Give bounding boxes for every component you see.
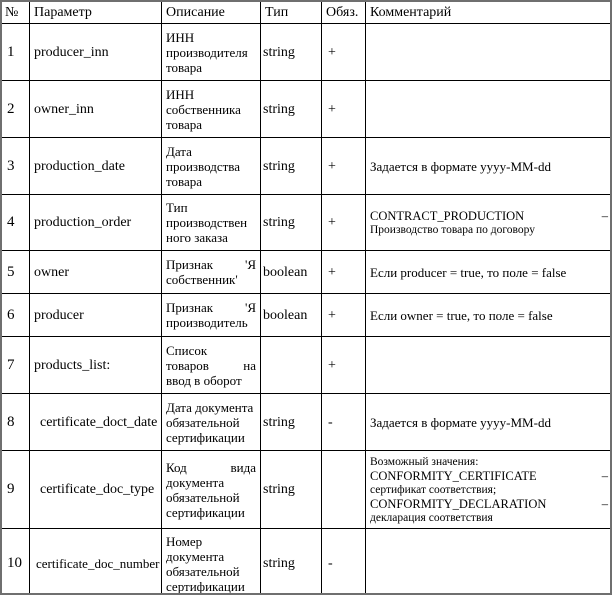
desc-line: производитель (166, 315, 248, 330)
row-num: 10 (1, 529, 30, 596)
row-required: + (322, 294, 366, 337)
table-row (1, 251, 613, 294)
row-desc (162, 195, 261, 251)
row-param: production_date (30, 138, 162, 195)
desc-line: обязательной (166, 563, 240, 579)
desc-word: 'Я (244, 300, 256, 315)
desc-line: документа (166, 548, 225, 564)
desc-line: сертификации (166, 578, 245, 594)
row-comment: Задается в формате yyyy-MM-dd (366, 394, 613, 451)
row-required: + (322, 195, 366, 251)
desc-line: обязательной (166, 414, 240, 430)
row-type: boolean (261, 251, 322, 294)
row-desc (162, 81, 261, 138)
row-desc (162, 337, 261, 394)
header-num: № (1, 1, 30, 24)
comment-text: Производство товара по договору (370, 223, 535, 236)
table-row (1, 394, 613, 451)
row-param: producer_inn (30, 24, 162, 81)
table-row (1, 24, 613, 81)
row-type: string (261, 81, 322, 138)
desc-word: Код (166, 459, 187, 475)
desc-line: производствен (166, 215, 248, 230)
row-required: - (322, 529, 366, 596)
row-required: - (322, 394, 366, 451)
row-num: 5 (1, 251, 30, 294)
row-type: string (261, 394, 322, 451)
row-type: string (261, 451, 322, 529)
desc-line: ного заказа (166, 230, 228, 245)
row-desc (162, 251, 261, 294)
desc-line: ИНН (166, 86, 195, 102)
row-comment (366, 337, 613, 394)
comment-text: сертификат соответствия; (370, 483, 497, 496)
desc-line: производства (166, 158, 241, 174)
row-comment: Если producer = true, то поле = false (366, 251, 613, 294)
row-param: owner (30, 251, 162, 294)
desc-line: документа (166, 474, 225, 490)
row-num: 9 (1, 451, 30, 529)
desc-line: производителя (166, 44, 248, 60)
row-type: string (261, 138, 322, 195)
row-num: 8 (1, 394, 30, 451)
row-param: producer (30, 294, 162, 337)
row-required: + (322, 337, 366, 394)
header-type: Тип (261, 1, 322, 24)
row-desc (162, 24, 261, 81)
row-type: string (261, 24, 322, 81)
row-required: + (322, 81, 366, 138)
table-row (1, 337, 613, 394)
comment-dash: – (601, 468, 608, 483)
row-comment (366, 529, 613, 596)
table-row (1, 451, 613, 529)
row-required (322, 451, 366, 529)
row-type (261, 337, 322, 394)
row-param: products_list: (30, 337, 162, 394)
desc-line: обязательной (166, 489, 240, 505)
row-num: 7 (1, 337, 30, 394)
desc-line: товара (166, 116, 203, 132)
desc-word: вида (230, 459, 256, 475)
row-param: certificate_doc_type (30, 451, 162, 529)
desc-word: Признак (166, 300, 214, 315)
row-param: owner_inn (30, 81, 162, 138)
row-param: production_order (30, 195, 162, 251)
row-desc (162, 394, 261, 451)
desc-line: сертификации (166, 429, 245, 445)
row-param: certificate_doct_date (30, 394, 162, 451)
row-num: 3 (1, 138, 30, 195)
row-num: 4 (1, 195, 30, 251)
table-row (1, 529, 613, 596)
row-num: 1 (1, 24, 30, 81)
row-required: + (322, 138, 366, 195)
desc-line: собственника (166, 101, 241, 117)
table-row (1, 294, 613, 337)
header-desc: Описание (162, 1, 261, 24)
desc-line: ввод в оборот (166, 372, 242, 388)
row-comment (366, 24, 613, 81)
comment-dash: – (601, 208, 608, 223)
desc-word: на (243, 357, 256, 373)
row-comment: Задается в формате yyyy-MM-dd (366, 138, 613, 195)
desc-line: товара (166, 173, 203, 189)
desc-word: Признак (166, 257, 214, 272)
row-desc (162, 138, 261, 195)
row-desc (162, 529, 261, 596)
desc-line: товара (166, 59, 203, 75)
row-type: string (261, 195, 322, 251)
row-comment: Если owner = true, то поле = false (366, 294, 613, 337)
header-req: Обяз. (322, 1, 366, 24)
comment-dash: – (601, 496, 608, 511)
table-header-row (1, 1, 613, 24)
desc-line: Тип (166, 200, 188, 215)
desc-line: Дата документа (166, 399, 254, 415)
header-param: Параметр (30, 1, 162, 24)
row-comment (366, 195, 613, 251)
table-row (1, 81, 613, 138)
row-type: boolean (261, 294, 322, 337)
comment-intro: Возможный значения: (370, 455, 479, 468)
row-desc (162, 294, 261, 337)
row-num: 2 (1, 81, 30, 138)
table-row (1, 138, 613, 195)
row-desc (162, 451, 261, 529)
desc-line: сертификации (166, 504, 245, 520)
desc-word: товаров (166, 357, 209, 373)
header-comment: Комментарий (366, 1, 613, 24)
desc-line: Дата (166, 143, 192, 159)
row-required: + (322, 251, 366, 294)
desc-line: ИНН (166, 29, 195, 45)
desc-line: Список (166, 342, 208, 358)
row-param: certificate_doc_number (30, 529, 162, 596)
table-row (1, 195, 613, 251)
row-type: string (261, 529, 322, 596)
desc-line: собственник' (166, 272, 238, 287)
row-comment (366, 81, 613, 138)
row-comment (366, 451, 613, 529)
comment-code: CONTRACT_PRODUCTION (370, 208, 525, 223)
desc-word: 'Я (244, 257, 256, 272)
row-required: + (322, 24, 366, 81)
desc-line: Номер (166, 533, 203, 549)
comment-code: CONFORMITY_DECLARATION (370, 496, 547, 511)
comment-text: декларация соответствия (370, 511, 493, 524)
comment-code: CONFORMITY_CERTIFICATE (370, 468, 537, 483)
row-num: 6 (1, 294, 30, 337)
